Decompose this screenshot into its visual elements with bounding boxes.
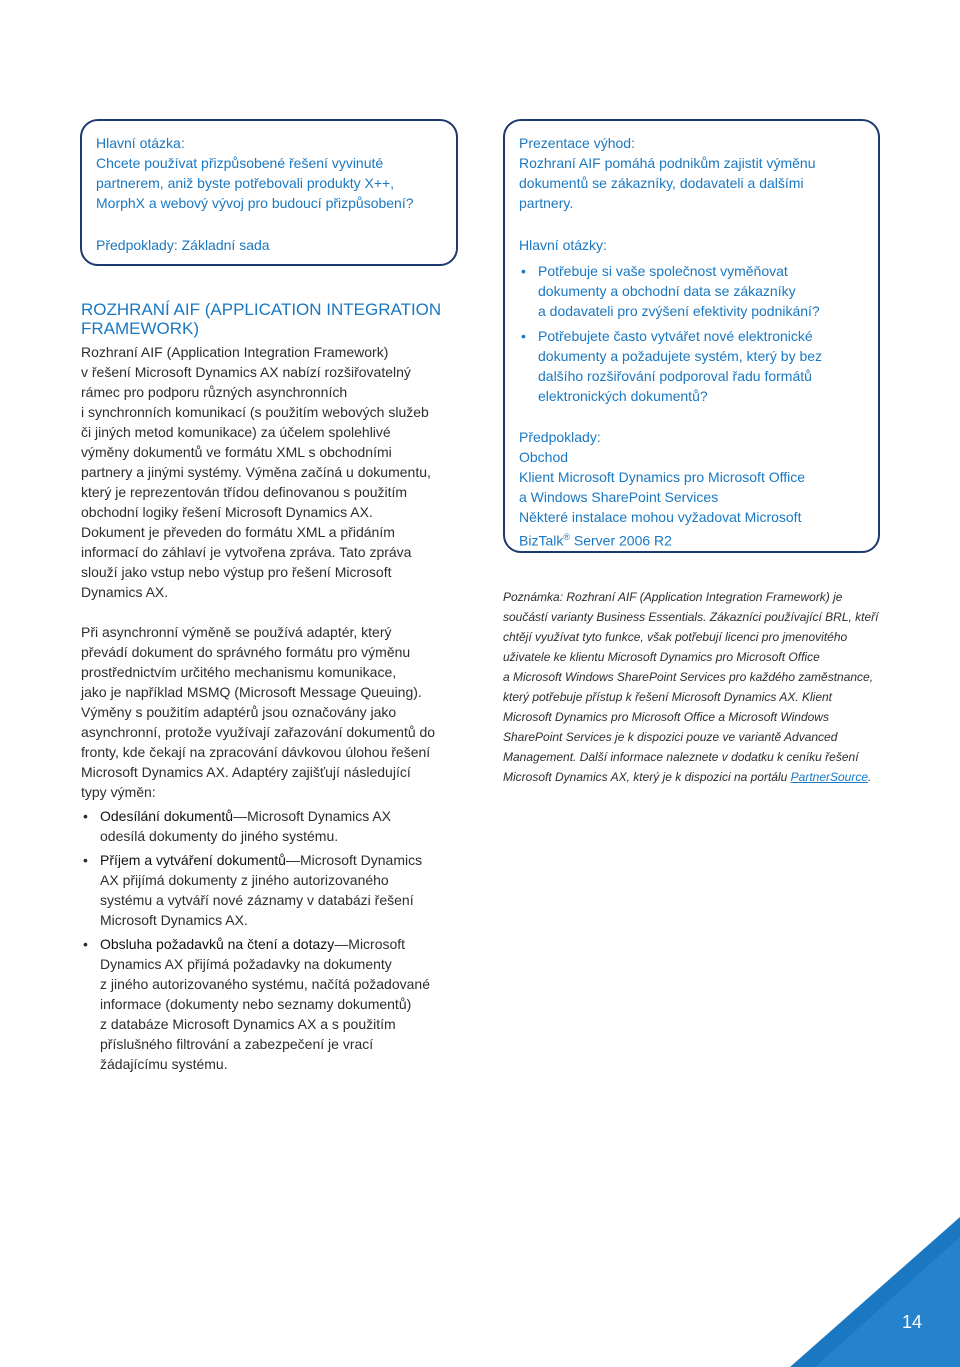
section-title-line: ROZHRANÍ AIF (APPLICATION INTEGRATION [81, 300, 442, 319]
text-line: slouží jako vstup nebo výstup pro řešení Microsoft [81, 564, 392, 580]
list-item [81, 934, 461, 1074]
text-line: fronty, kde čekají na zpracování dávkovou úlohou řešení [81, 744, 431, 760]
prerequisites-heading: Předpoklady: [519, 429, 601, 445]
text-line: převádí dokument do správného formátu pro výměnu [81, 644, 411, 660]
text-line: —Microsoft [334, 936, 406, 952]
note-line: SharePoint Services je k dispozici pouze ve variantě Advanced [503, 730, 838, 744]
paragraph-intro [81, 342, 461, 602]
corner-highlight [815, 1237, 960, 1367]
text-line: informací do záhlaví je vytvořena zpráva. Tato zpráva [81, 544, 412, 560]
key-question-heading: Hlavní otázka: [96, 135, 185, 151]
note-text: Microsoft Dynamics AX, který je k dispozici na portálu [503, 770, 791, 784]
text-line: • Potřebujete často vytvářet nové elektronické [538, 328, 813, 344]
section-title-line: FRAMEWORK) [81, 319, 200, 338]
text-line: —Microsoft Dynamics [285, 852, 423, 868]
text-line: který je reprezentován třídou definovanou s použitím [81, 484, 408, 500]
prerequisite-line: Klient Microsoft Dynamics pro Microsoft Office [519, 469, 806, 485]
bullet-term: Obsluha požadavků na čtení a dotazy [100, 936, 335, 952]
text-line: Dokument je převeden do formátu XML a přidáním [81, 524, 395, 540]
text-line: či jiných metod komunikace) za účelem spolehlivé [81, 424, 391, 440]
section-title [81, 300, 461, 338]
note-line: Microsoft Dynamics pro Microsoft Office a Microsoft Windows [503, 710, 829, 724]
text-line: typy výměn: [81, 784, 156, 800]
note-line: součástí varianty Business Essentials. Zákazníci používající BRL, kteří [503, 610, 879, 624]
text-line: odesílá dokumenty do jiného systému. [100, 828, 339, 844]
note-line: a Microsoft Windows SharePoint Services pro každého zaměstnance, [503, 670, 874, 684]
benefits-box [503, 119, 880, 553]
text-line: rámec pro podporu různých asynchronních [81, 384, 348, 400]
benefits-heading: Prezentace výhod: [519, 135, 635, 151]
prerequisite-line [519, 527, 864, 551]
text-line: žádajícímu systému. [100, 1056, 228, 1072]
text-line: elektronických dokumentů? [538, 388, 708, 404]
biztalk-version: Server 2006 R2 [570, 532, 672, 549]
text-line: Dynamics AX přijímá požadavky na dokumenty [100, 956, 392, 972]
partnersource-link[interactable]: PartnerSource [790, 770, 869, 784]
list-item [519, 326, 864, 406]
prerequisite-line: Obchod [519, 449, 569, 465]
text-line: • Potřebuje si vaše společnost vyměňovat [538, 263, 788, 279]
text-line: Microsoft Dynamics AX. Adaptéry zajišťují následující [81, 764, 411, 780]
note-line: chtějí využívat tyto funkce, však potřebují licenci pro jmenovitého [503, 630, 848, 644]
text-line: v řešení Microsoft Dynamics AX nabízí rozšiřovatelný [81, 364, 411, 380]
prerequisites-value: Základní sada [177, 237, 270, 253]
questions-list [519, 261, 864, 406]
note-line: uživatele ke klientu Microsoft Dynamics pro Microsoft Office [503, 650, 820, 664]
benefits-line: dokumentů se zákazníky, dodavateli a dalšími [519, 175, 804, 191]
prerequisite-line: Některé instalace mohou vyžadovat Microsoft [519, 509, 802, 525]
main-column [81, 300, 461, 1078]
text-line: dalšího rozšiřování podporoval řadu formátů [538, 368, 812, 384]
questions-heading: Hlavní otázky: [519, 237, 607, 253]
text-line: výměny dokumentů ve formátu XML s obchodními [81, 444, 392, 460]
registered-mark: ® [563, 532, 570, 542]
text-line: Dynamics AX. [81, 584, 169, 600]
prerequisite-line: a Windows SharePoint Services [519, 489, 719, 505]
text-line: Microsoft Dynamics AX. [100, 912, 248, 928]
note-line: který potřebuje přístup k řešení Microsoft Dynamics AX. Klient [503, 690, 833, 704]
prerequisites-line [96, 235, 442, 255]
key-question-line: MorphX a webový vývoj pro budoucí přizpůsobení? [96, 195, 414, 211]
note-line: Poznámka: Rozhraní AIF (Application Integration Framework) je [503, 590, 843, 604]
text-line: —Microsoft Dynamics AX [233, 808, 392, 824]
text-line: příslušného filtrování a zabezpečení je vrací [100, 1036, 374, 1052]
text-line: obchodní logiky řešení Microsoft Dynamics AX. [81, 504, 373, 520]
key-question-box [80, 119, 458, 266]
text-line: jako je například MSMQ (Microsoft Message Queuing). [81, 684, 422, 700]
text-line: i synchronních komunikací (s použitím webových služeb [81, 404, 429, 420]
text-line: a dodavateli pro zvýšení efektivity podnikání? [538, 303, 820, 319]
corner-decoration [790, 1217, 960, 1367]
note-end: . [868, 770, 872, 784]
text-line: systému a vytváří nové záznamy v databázi řešení [100, 892, 414, 908]
benefits-line: Rozhraní AIF pomáhá podnikům zajistit výměnu [519, 155, 816, 171]
text-line: dokumenty a požadujete systém, který by bez [538, 348, 823, 364]
list-item [519, 261, 864, 321]
text-line: z jiného autorizovaného systému, načítá požadované [100, 976, 430, 992]
list-item [81, 850, 461, 930]
paragraph-async [81, 622, 461, 802]
biztalk-name: BizTalk [519, 532, 564, 549]
list-item [81, 806, 461, 846]
text-line: Rozhraní AIF (Application Integration Framework) [81, 344, 389, 360]
bullet-term: Příjem a vytváření dokumentů [100, 852, 286, 868]
text-line: partnery a jinými systémy. Výměna začíná u dokumentu, [81, 464, 431, 480]
note-line [503, 767, 883, 787]
text-line: informace (dokumenty nebo seznamy dokumentů) [100, 996, 412, 1012]
benefits-line: partnery. [519, 195, 574, 211]
text-line: Výměny s použitím adaptérů jsou označovány jako [81, 704, 397, 720]
text-line: dokumenty a obchodní data se zákazníky [538, 283, 796, 299]
text-line: Při asynchronní výměně se používá adaptér, který [81, 624, 392, 640]
text-line: z databáze Microsoft Dynamics AX a s použitím [100, 1016, 396, 1032]
key-question-line: Chcete používat přizpůsobené řešení vyvinuté [96, 155, 384, 171]
exchange-types-list [81, 806, 461, 1074]
note [503, 587, 883, 787]
note-line: Management. Další informace naleznete v dodatku k ceníku řešení [503, 750, 859, 764]
key-question-line: partnerem, aniž byste potřebovali produkty X++, [96, 175, 395, 191]
text-line: prostřednictvím určitého mechanismu komunikace, [81, 664, 397, 680]
text-line: asynchronní, protože využívají zařazování dokumentů do [81, 724, 436, 740]
bullet-term: Odesílání dokumentů [100, 808, 234, 824]
prerequisites-label: Předpoklady: [96, 237, 178, 253]
text-line: AX přijímá dokumenty z jiného autorizovaného [100, 872, 389, 888]
page-number: 14 [901, 1312, 922, 1332]
